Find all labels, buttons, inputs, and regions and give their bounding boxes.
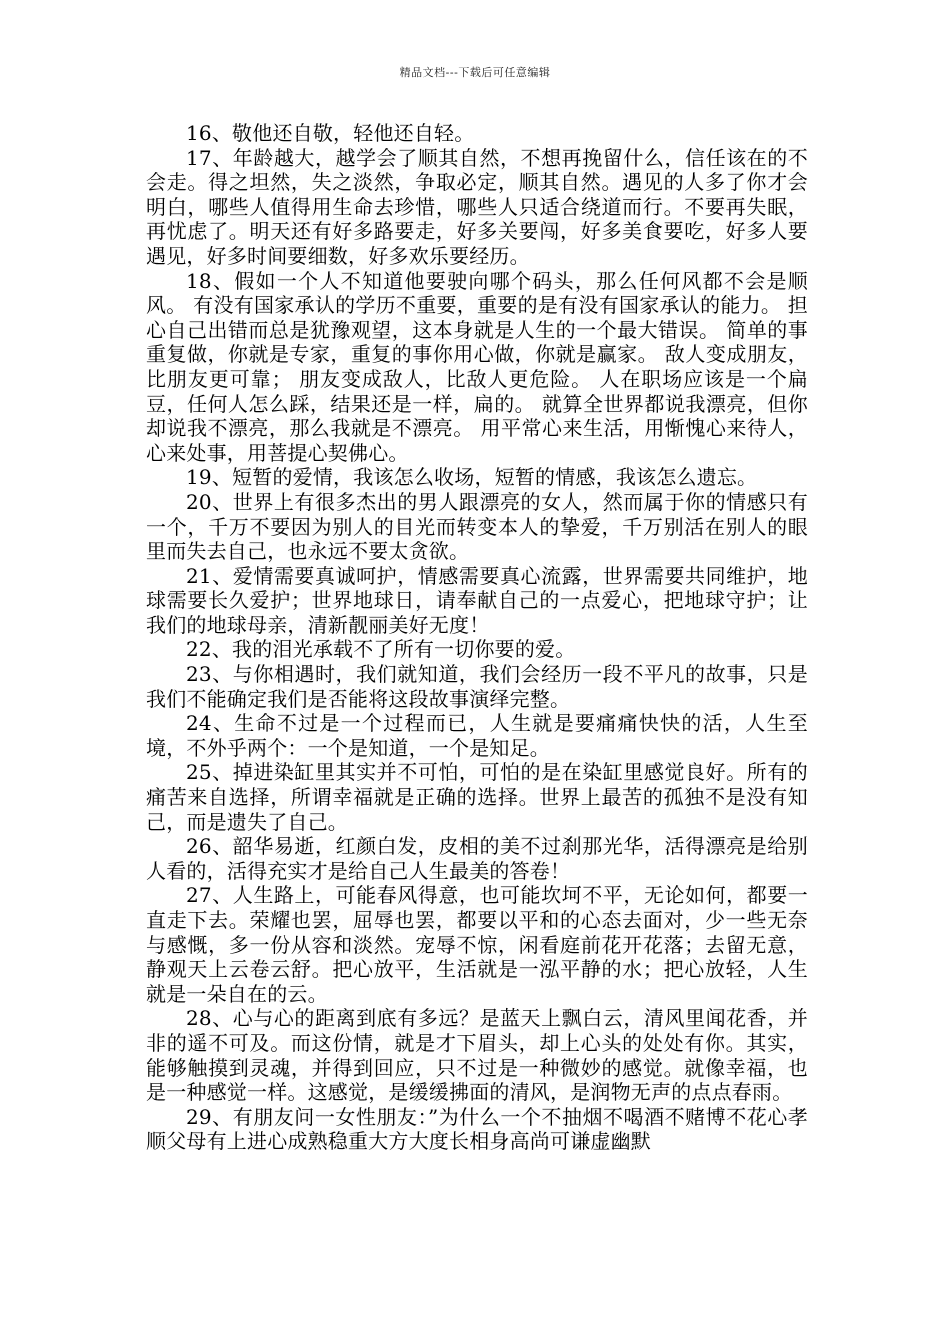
paragraph-27: 27、人生路上，可能春风得意，也可能坎坷不平，无论如何，都要一直走下去。荣耀也罢，屈辱也罢，都要以平和的心态去面对，少一些无奈与感慨，多一份从容和淡然。宠辱不惊，闲看庭前花开花落；去留无意，静观天上云卷云舒。把心放平，生活就是一泓平静的水；把心放轻，人生就是一朵自在的云。	[146, 883, 808, 1006]
paragraph-20: 20、世界上有很多杰出的男人跟漂亮的女人，然而属于你的情感只有一个，千万不要因为别人的目光而转变本人的挚爱，千万别活在别人的眼里而失去自己，也永远不要太贪欲。	[146, 489, 808, 564]
paragraph-17: 17、年龄越大，越学会了顺其自然，不想再挽留什么，信任该在的不会走。得之坦然，失之淡然，争取必定，顺其自然。遇见的人多了你才会明白，哪些人值得用生命去珍惜，哪些人只适合绕道而行。不要再失眠，再忧虑了。明天还有好多路要走，好多关要闯，好多美食要吃，好多人要遇见，好多时间要细数，好多欢乐要经历。	[146, 145, 808, 268]
paragraph-16: 16、敬他还自敬，轻他还自轻。	[186, 121, 475, 145]
paragraph-25: 25、掉进染缸里其实并不可怕，可怕的是在染缸里感觉良好。所有的痛苦来自选择，所谓幸福就是正确的选择。世界上最苦的孤独不是没有知己，而是遗失了自己。	[146, 760, 808, 834]
page-header: 精品文档---下载后可任意编辑	[399, 66, 551, 79]
paragraph-18: 18、假如一个人不知道他要驶向哪个码头，那么任何风都不会是顺风。 有没有国家承认的学历不重要，重要的是有没有国家承认的能力。 担心自己出错而总是犹豫观望，这本身就是人生的一个最大错误。 简单的事重复做，你就是专家，重复的事你用心做，你就是赢家。 敌人变成朋友，比朋友更可靠； 朋友变成敌人，比敌人更危险。 人在职场应该是一个扁豆，任何人怎么踩，结果还是一样，扁的。 就算全世界都说我漂亮，但你却说我不漂亮，那么我就是不漂亮。 用平常心来生活，用惭愧心来待人，心来处事，用菩提心契佛心。	[146, 268, 808, 465]
paragraph-21: 21、爱情需要真诚呵护，情感需要真心流露，世界需要共同维护，地球需要长久爱护；世界地球日，请奉献自己的一点爱心，把地球守护；让我们的地球母亲，清新靓丽美好无度！	[146, 563, 808, 637]
paragraph-29: 29、有朋友问一女性朋友：”为什么一个不抽烟不喝酒不赌博不花心孝顺父母有上进心成熟稳重大方大度长相身高尚可谦虚幽默	[146, 1104, 808, 1154]
paragraph-19: 19、短暂的爱情，我该怎么收场，短暂的情感，我该怎么遗忘。	[186, 465, 758, 490]
paragraph-26: 26、韶华易逝，红颜白发，皮相的美不过刹那光华，活得漂亮是给别人看的，活得充实才是给自己人生最美的答卷！	[146, 834, 808, 883]
paragraph-28: 28、心与心的距离到底有多远？是蓝天上飘白云，清风里闻花香，并非的遥不可及。而这份情，就是才下眉头，却上心头的处处有你。其实，能够触摸到灵魂，并得到回应，只不过是一种微妙的感觉。就像幸福，也是一种感觉一样。这感觉，是缓缓拂面的清风，是润物无声的点点春雨。	[146, 1006, 808, 1105]
body-text	[146, 121, 808, 1154]
paragraph-23: 23、与你相遇时，我们就知道，我们会经历一段不平凡的故事，只是我们不能确定我们是否能将这段故事演绎完整。	[146, 662, 808, 711]
paragraph-22: 22、我的泪光承载不了所有一切你要的爱。	[186, 637, 576, 662]
paragraph-24: 24、生命不过是一个过程而已，人生就是要痛痛快快的活，人生至境，不外乎两个：一个是知道，一个是知足。	[146, 711, 808, 760]
